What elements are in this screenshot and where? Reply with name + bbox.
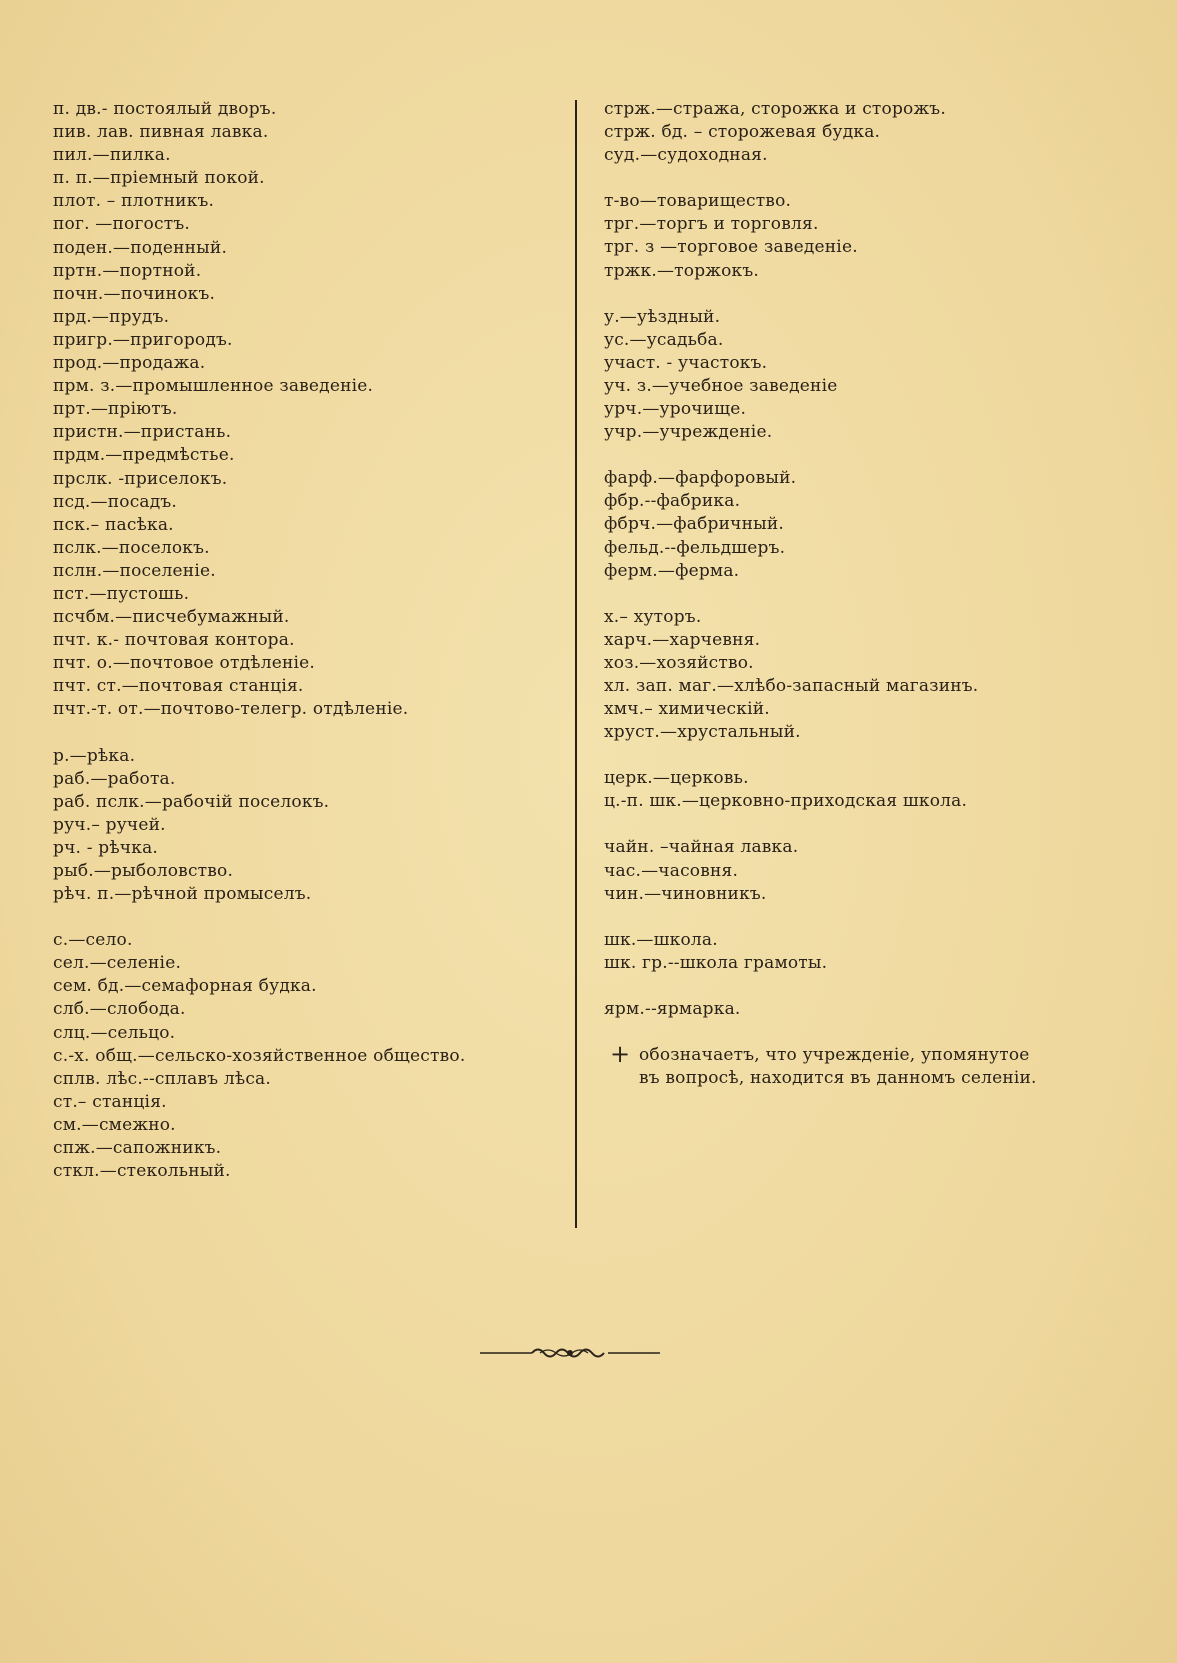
abbreviation-entry: харч.—харчевня. [604, 629, 761, 650]
abbreviation-entry: пск.– пасѣка. [53, 514, 174, 535]
abbreviation-entry: хл. зап. маг.—хлѣбо-запасный магазинъ. [604, 675, 979, 696]
abbreviation-group [53, 745, 563, 907]
abbreviation-entry: прдм.—предмѣстье. [53, 445, 235, 466]
abbreviation-entry: тржк.—торжокъ. [604, 260, 759, 281]
abbreviation-entry: урч.—урочище. [604, 399, 747, 420]
abbreviation-entry: прд.—прудъ. [53, 306, 170, 327]
abbreviation-entry: у.—уѣздный. [604, 306, 721, 327]
abbreviation-group [604, 998, 1124, 1021]
abbreviation-entry: учр.—учрежденіе. [604, 422, 773, 443]
abbreviation-entry: стрж. бд. – сторожевая будка. [604, 122, 881, 143]
abbreviation-entry: шк.—школа. [604, 929, 718, 950]
abbreviation-group [604, 929, 1124, 975]
note-line-1: обозначаетъ, что учрежденіе, упомянутое [639, 1045, 1030, 1065]
abbreviation-entry: фбр.--фабрика. [604, 491, 741, 512]
abbreviation-entry: суд.—судоходная. [604, 145, 768, 166]
abbreviation-entry: п. дв.- постоялый дворъ. [53, 99, 277, 119]
abbreviation-entry: см.—смежно. [53, 1114, 176, 1135]
abbreviation-entry: сем. бд.—семафорная будка. [53, 976, 317, 997]
abbreviation-entry: пслк.—поселокъ. [53, 537, 210, 558]
abbreviation-entry: ст.– станція. [53, 1091, 167, 1112]
abbreviation-entry: чайн. –чайная лавка. [604, 837, 799, 858]
abbreviation-entry: фельд.--фельдшеръ. [604, 537, 786, 558]
abbreviation-entry: рч. - рѣчка. [53, 837, 159, 858]
abbreviation-group [604, 836, 1124, 905]
abbreviation-entry: уч. з.—учебное заведеніе [604, 375, 838, 396]
note-line-2: въ вопросѣ, находится въ данномъ селеніи. [639, 1068, 1037, 1089]
abbreviation-entry: фарф.—фарфоровый. [604, 468, 797, 489]
column-divider [575, 100, 577, 1228]
abbreviation-entry: рѣч. п.—рѣчной промыселъ. [53, 884, 312, 905]
abbreviation-entry: раб. пслк.—рабочій поселокъ. [53, 791, 330, 812]
abbreviation-entry: пчт. ст.—почтовая станція. [53, 676, 304, 697]
abbreviation-entry: поден.—поденный. [53, 237, 228, 258]
abbreviation-entry: шк. гр.--школа грамоты. [604, 952, 828, 973]
abbreviation-entry: т-во—товарищество. [604, 191, 792, 212]
abbreviation-entry: п. п.—пріемный покой. [53, 168, 265, 189]
abbreviation-entry: церк.—церковь. [604, 768, 749, 789]
abbreviation-entry: час.—часовня. [604, 860, 739, 881]
abbreviation-entry: пчт. к.- почтовая контора. [53, 630, 295, 651]
abbreviation-group [604, 306, 1124, 445]
abbreviation-entry: пчт.-т. от.—почтово-телегр. отдѣленіе. [53, 699, 409, 720]
abbreviation-entry: ярм.--ярмарка. [604, 998, 741, 1019]
cross-symbol-note [604, 1040, 1124, 1090]
abbreviation-entry: пртн.—портной. [53, 260, 202, 281]
abbreviation-entry: псчбм.—писчебумажный. [53, 607, 290, 628]
abbreviation-entry: хоз.—хозяйство. [604, 652, 754, 673]
abbreviation-entry: рыб.—рыболовство. [53, 861, 234, 881]
abbreviations-left-column [53, 98, 563, 1206]
abbreviation-entry: слц.—сельцо. [53, 1022, 176, 1043]
abbreviation-entry: трг.—торгъ и торговля. [604, 214, 819, 235]
abbreviation-entry: псд.—посадъ. [53, 491, 178, 512]
abbreviation-entry: почн.—починокъ. [53, 283, 216, 304]
abbreviation-entry: сел.—селеніе. [53, 953, 182, 974]
abbreviation-entry: прт.—пріютъ. [53, 399, 178, 420]
abbreviation-entry: хруст.—хрустальный. [604, 722, 801, 743]
abbreviation-entry: стрж.—стража, сторожка и сторожъ. [604, 99, 946, 119]
abbreviation-entry: пслн.—поселеніе. [53, 560, 216, 581]
abbreviation-entry: пог. —погостъ. [53, 214, 190, 235]
abbreviation-entry: сплв. лѣс.--сплавъ лѣса. [53, 1068, 271, 1089]
abbreviation-entry: спж.—сапожникъ. [53, 1138, 222, 1159]
abbreviation-entry: слб.—слобода. [53, 999, 186, 1020]
abbreviation-group [604, 98, 1124, 167]
abbreviation-entry: сткл.—стекольный. [53, 1161, 231, 1182]
abbreviation-entry: участ. - участокъ. [604, 352, 768, 373]
abbreviation-entry: прод.—продажа. [53, 353, 206, 374]
abbreviation-entry: с.—село. [53, 930, 133, 951]
abbreviation-entry: ц.-п. шк.—церковно-приходская школа. [604, 791, 968, 812]
abbreviation-entry: ферм.—ферма. [604, 560, 740, 581]
abbreviation-group [604, 606, 1124, 745]
abbreviation-entry: х.– хуторъ. [604, 606, 702, 627]
abbreviations-right-column [604, 98, 1124, 1090]
abbreviation-entry: ус.—усадьба. [604, 329, 724, 350]
abbreviation-entry: руч.– ручей. [53, 814, 166, 835]
abbreviation-group [604, 767, 1124, 813]
abbreviation-entry: с.-х. общ.—сельско-хозяйственное общество. [53, 1045, 466, 1066]
abbreviation-entry: пст.—пустошь. [53, 583, 190, 604]
abbreviation-entry: р.—рѣка. [53, 745, 136, 766]
abbreviation-group [53, 929, 563, 1183]
abbreviation-group [604, 190, 1124, 282]
ornamental-divider-icon [480, 1343, 660, 1363]
abbreviation-entry: трг. з —торговое заведеніе. [604, 237, 858, 258]
abbreviation-entry: раб.—работа. [53, 768, 176, 789]
abbreviation-entry: хмч.– химическій. [604, 699, 770, 720]
cross-icon: + [610, 1040, 631, 1068]
abbreviation-entry: пристн.—пристань. [53, 422, 232, 443]
abbreviation-entry: пил.—пилка. [53, 145, 171, 166]
abbreviation-entry: прслк. -приселокъ. [53, 468, 228, 489]
abbreviation-entry: пчт. о.—почтовое отдѣленіе. [53, 653, 315, 674]
abbreviation-entry: плот. – плотникъ. [53, 191, 215, 212]
abbreviation-entry: пив. лав. пивная лавка. [53, 122, 269, 143]
abbreviation-entry: чин.—чиновникъ. [604, 883, 767, 904]
abbreviation-entry: пригр.—пригородъ. [53, 329, 233, 350]
abbreviation-entry: прм. з.—промышленное заведеніе. [53, 376, 374, 397]
abbreviation-group [604, 467, 1124, 582]
abbreviation-group [53, 98, 563, 722]
abbreviation-entry: фбрч.—фабричный. [604, 514, 784, 535]
